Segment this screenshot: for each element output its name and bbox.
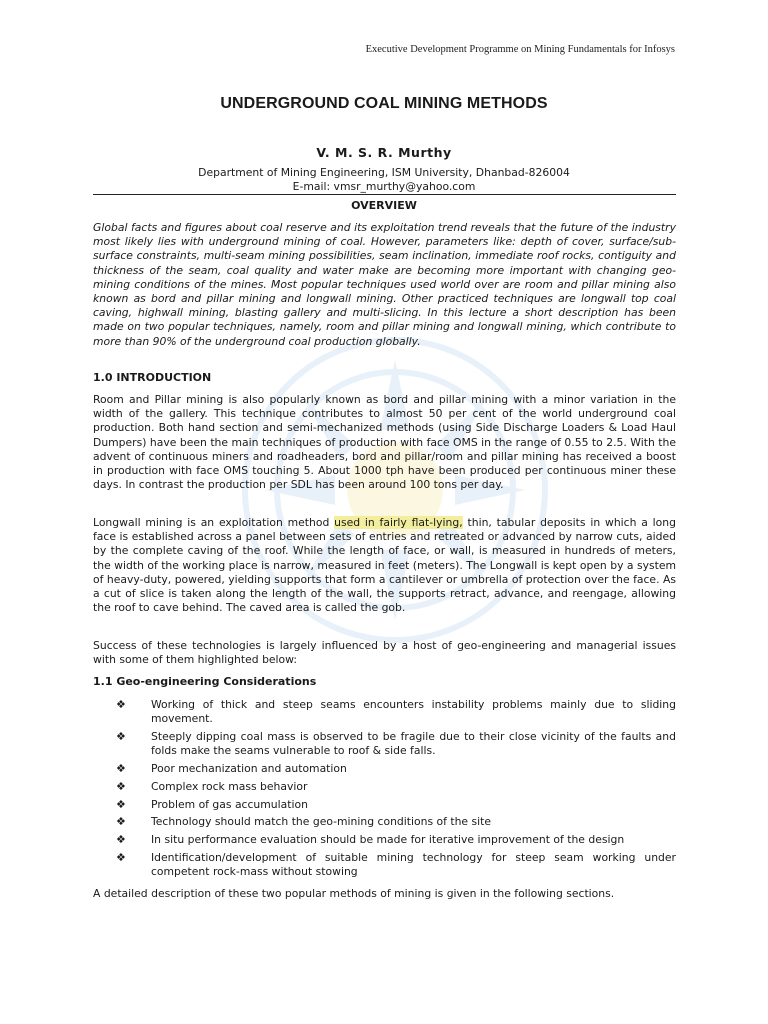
list-item <box>93 780 676 794</box>
overview-heading: OVERVIEW <box>351 199 417 212</box>
document-title: UNDERGROUND COAL MINING METHODS <box>220 95 548 112</box>
list-item <box>93 815 676 829</box>
list-item-text: Complex rock mass behavior <box>151 779 308 793</box>
diamond-bullet-icon: ❖ <box>116 850 126 864</box>
para-text: Longwall mining is an exploitation method <box>93 516 335 529</box>
list-item <box>93 833 676 847</box>
list-item <box>93 730 676 758</box>
diamond-bullet-icon: ❖ <box>116 698 126 711</box>
affiliation-line: Department of Mining Engineering, ISM University, Dhanbad-826004 <box>198 166 570 179</box>
running-header: Executive Development Programme on Mining Fundamentals for Infosys <box>365 44 675 55</box>
list-item-text: Problem of gas accumulation <box>151 797 308 811</box>
diamond-bullet-icon: ❖ <box>116 815 126 829</box>
closing-paragraph: A detailed description of these two popular methods of mining is given in the following sections. <box>93 887 615 900</box>
diamond-bullet-icon: ❖ <box>116 762 126 775</box>
list-item-text: Technology should match the geo-mining conditions of the site <box>151 815 491 829</box>
intro-paragraph-success: Success of these technologies is largely influenced by a host of geo-engineering and managerial issues with some of them highlighted below: <box>93 639 676 667</box>
section-heading-geo-engineering: 1.1 Geo-engineering Considerations <box>93 675 317 688</box>
diamond-bullet-icon: ❖ <box>116 797 126 811</box>
author-name: V. M. S. R. Murthy <box>316 145 452 160</box>
list-item-text: Working of thick and steep seams encounters instability problems mainly due to sliding movement. <box>151 698 676 726</box>
highlighted-text: used in fairly flat-lying, <box>334 516 463 529</box>
geo-considerations-list <box>93 698 676 883</box>
intro-paragraph-longwall <box>93 516 676 615</box>
header-divider <box>93 194 676 195</box>
diamond-bullet-icon: ❖ <box>116 833 126 847</box>
section-heading-introduction: 1.0 INTRODUCTION <box>93 371 212 384</box>
list-item-text: In situ performance evaluation should be made for iterative improvement of the design <box>151 833 625 847</box>
list-item-text: Steeply dipping coal mass is observed to be fragile due to their close vicinity of the faults and folds make the seams vulnerable to roof & side falls. <box>151 730 676 758</box>
list-item-text: Poor mechanization and automation <box>151 762 347 775</box>
list-item <box>93 798 676 812</box>
list-item <box>93 762 676 776</box>
email-line: E-mail: vmsr_murthy@yahoo.com <box>292 180 476 193</box>
intro-paragraph-room-pillar: Room and Pillar mining is also popularly known as bord and pillar mining with a minor variation in the width of the gallery. This technique contributes to almost 50 per cent of the world underground coal production. Both hand section and semi-mechanized methods (using Side Discharge Loaders & Load Haul Dumpers) have been the main techniques of production with face OMS in the range of 0.55 to 2.5. With the advent of continuous miners and roadheaders, bord and pillar/room and pillar mining has received a boost in production with face OMS touching 5. About 1000 tph have been produced per continuous miner these days. In contrast the production per SDL has been around 100 tons per day. <box>93 393 676 492</box>
list-item <box>93 698 676 726</box>
diamond-bullet-icon: ❖ <box>116 730 126 743</box>
author-affiliation <box>0 166 768 194</box>
para-text: thin, tabular deposits in which a long face is established across a panel between sets of entries and retreated or advanced by narrow cuts, aided by the complete caving of the roof. While the length of face, or wall, is measured in hundreds of meters, the width of the working place is narrow, measured in feet (meters). The Longwall is kept open by a system of heavy-duty, powered, yielding supports that form a cantilever or umbrella of protection over the face. As a cut of slice is taken along the length of the wall, the supports retract, advance, and reengage, allowing the roof to cave behind. The caved area is called the gob. <box>93 516 676 615</box>
list-item <box>93 851 676 879</box>
diamond-bullet-icon: ❖ <box>116 779 126 793</box>
abstract-text: Global facts and figures about coal reserve and its exploitation trend reveals that the future of the industry most likely lies with underground mining of coal. However, parameters like: depth of cover, surface/sub-surface constraints, multi-seam mining possibilities, seam inclination, immediate roof rocks, contiguity and thickness of the seam, coal quality and water make are becoming more important with changing geo-mining conditions of the mines. Most popular techniques used world over are room and pillar mining also known as bord and pillar mining and longwall mining. Other practiced techniques are longwall top coal caving, highwall mining, blasting gallery and multi-slicing. In this lecture a short description has been made on two popular techniques, namely, room and pillar mining and longwall mining, which contribute to more than 90% of the underground coal production globally. <box>93 221 676 348</box>
list-item-text: Identification/development of suitable mining technology for steep seam working under competent rock-mass without stowing <box>151 850 676 879</box>
